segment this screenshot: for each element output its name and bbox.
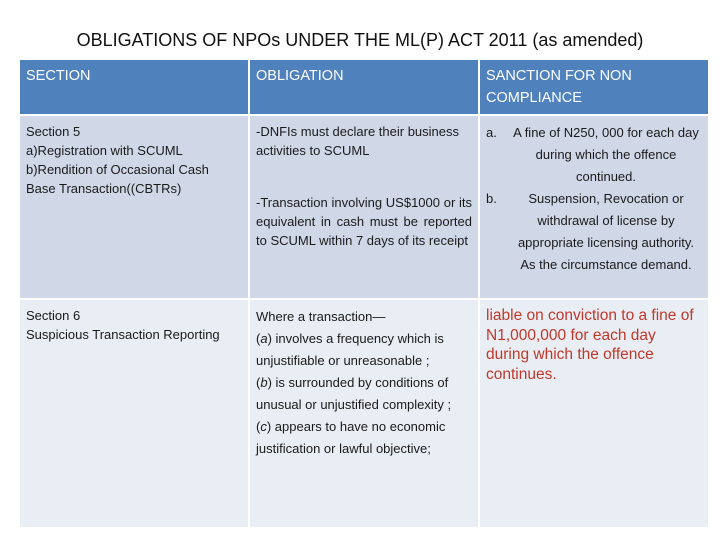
header-section: SECTION (20, 60, 248, 114)
header-obligation: OBLIGATION (250, 60, 478, 114)
sanction-list (486, 122, 702, 276)
clause-label: c (260, 419, 267, 434)
section-text: Suspicious Transaction Reporting (26, 327, 220, 342)
clause-label: a (260, 331, 268, 346)
sanction-text: Suspension, Revocation or withdrawal of license by appropriate licensing authority. As the circumstance demand. (517, 191, 695, 272)
sanction-cell (480, 300, 708, 527)
clause-text: is surrounded by conditions of unusual or unjustified complexity ; (256, 375, 452, 412)
section-line: a)Registration with SCUML (26, 143, 183, 158)
obligation-line: -Transaction involving US$1000 or its equivalent in cash must be reported to SCUML within 7 days of its receipt (256, 195, 472, 248)
section-cell (20, 116, 248, 298)
clause-text: appears to have no economic justification or lawful objective; (256, 419, 446, 456)
sanction-period: . (552, 365, 557, 383)
sanction-text: A fine of N250, 000 for each day during which the offence continued. (513, 125, 699, 184)
sanction-text (486, 306, 702, 384)
clause-text: involves a frequency which is unjustifiable or unreasonable ; (256, 331, 444, 368)
obligation-line: -DNFIs must declare their business activities to SCUML (256, 124, 460, 158)
clause-label: b (260, 375, 268, 390)
obligation-cell (250, 116, 478, 298)
obligation-cell (250, 300, 478, 527)
obligations-table (18, 58, 710, 529)
sanction-cell (480, 116, 708, 298)
section-line: b)Rendition of Occasional Cash Base Transaction((CBTRs) (26, 162, 209, 196)
obligation-intro: Where a transaction— (256, 309, 386, 324)
sanction-body: liable on conviction to a fine of N1,000,000 for each day during which the offence continues (486, 307, 694, 383)
slide-title: OBLIGATIONS OF NPOs UNDER THE ML(P) ACT 2011 (as amended) (76, 30, 644, 50)
table-header-row (20, 60, 708, 114)
section-cell (20, 300, 248, 527)
sanction-item (486, 188, 702, 276)
sanction-marker: a. (486, 125, 497, 140)
table-row (20, 116, 708, 298)
obligation-clause: (b) is surrounded by conditions of unusual or unjustified complexity ; (256, 375, 452, 412)
table-row (20, 300, 708, 527)
sanction-marker: b. (486, 191, 497, 206)
obligation-clause: (c) appears to have no economic justification or lawful objective; (256, 419, 446, 456)
header-sanction: SANCTION FOR NON COMPLIANCE (480, 60, 708, 114)
section-title: Section 6 (26, 308, 81, 323)
sanction-item (486, 122, 702, 188)
obligation-clause: (a) involves a frequency which is unjustifiable or unreasonable ; (256, 331, 444, 368)
section-title: Section 5 (26, 124, 81, 139)
